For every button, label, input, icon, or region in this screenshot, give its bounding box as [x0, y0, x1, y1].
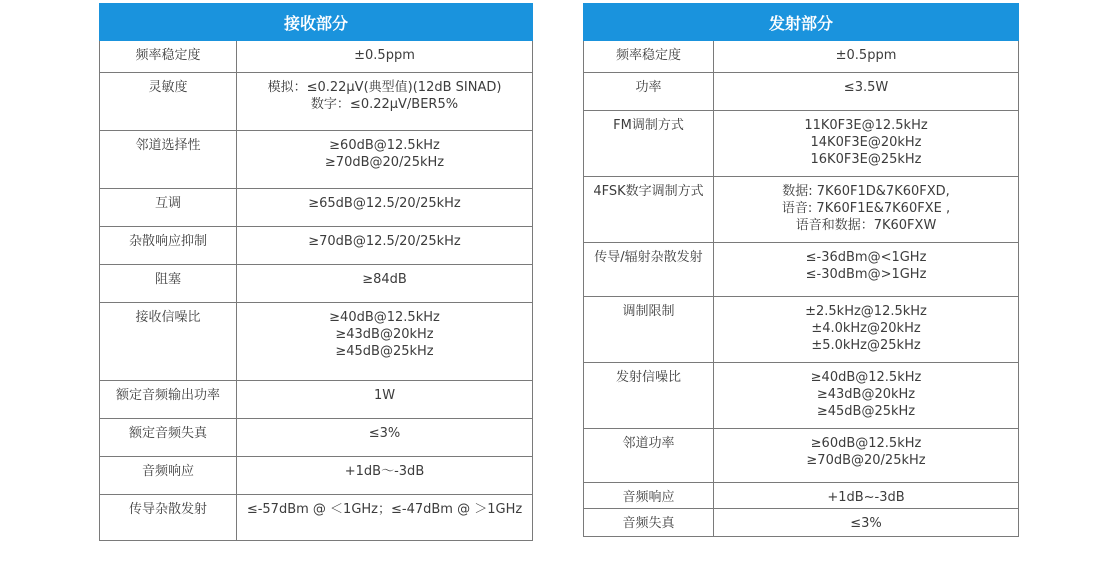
- spec-label: 频率稳定度: [135, 48, 201, 63]
- spec-label-cell: [584, 483, 714, 509]
- spec-label: 邻道功率: [622, 436, 675, 451]
- spec-label: 互调: [154, 196, 181, 211]
- table-row: [100, 227, 533, 265]
- spec-value: 11K0F3E@12.5kHz: [804, 118, 928, 133]
- table-row: [584, 41, 1019, 73]
- table-row: [100, 41, 533, 73]
- table-row: [100, 457, 533, 495]
- spec-label-cell: [584, 111, 714, 177]
- spec-label-cell: [100, 381, 237, 419]
- spec-label: 频率稳定度: [615, 48, 681, 63]
- spec-value: 语音: 7K60F1E&7K60FXE ,: [781, 201, 951, 216]
- spec-value-cell: [237, 227, 533, 265]
- spec-value: ≥70dB@12.5/20/25kHz: [308, 234, 461, 249]
- spec-label: 4FSK数字调制方式: [593, 184, 704, 199]
- spec-label: 发射信噪比: [615, 370, 681, 385]
- spec-value: ≤3.5W: [843, 80, 889, 95]
- spec-value: 16K0F3E@25kHz: [810, 152, 922, 167]
- spec-value-cell: [714, 243, 1019, 297]
- transmitter-spec-table: [583, 3, 1019, 537]
- spec-value: ≤-30dBm@>1GHz: [805, 267, 927, 282]
- spec-value-cell: [714, 111, 1019, 177]
- table-row: [584, 297, 1019, 363]
- table-row: [584, 429, 1019, 483]
- spec-label-cell: [584, 243, 714, 297]
- table-row: [100, 189, 533, 227]
- table-row: [584, 509, 1019, 537]
- spec-label-cell: [100, 189, 237, 227]
- spec-label: 邻道选择性: [135, 138, 201, 153]
- spec-value: ≤-36dBm@<1GHz: [805, 250, 927, 265]
- spec-value: 模拟：≤0.22μV(典型值)(12dB SINAD): [267, 80, 502, 95]
- spec-label-cell: [584, 509, 714, 537]
- table-row: [584, 177, 1019, 243]
- table-row: [100, 265, 533, 303]
- spec-value: ≥45dB@25kHz: [335, 344, 434, 359]
- spec-value: 数字：≤0.22μV/BER5%: [310, 97, 459, 112]
- table-header-row: [584, 4, 1019, 41]
- spec-label: 灵敏度: [148, 80, 188, 95]
- spec-label-cell: [100, 419, 237, 457]
- spec-value-cell: [714, 177, 1019, 243]
- transmitter-rows: [584, 41, 1019, 537]
- spec-label: 音频响应: [622, 490, 675, 505]
- transmitter-title: 发射部分: [584, 4, 1019, 41]
- spec-label-cell: [100, 131, 237, 189]
- spec-value-cell: [714, 73, 1019, 111]
- spec-value-cell: [714, 429, 1019, 483]
- table-row: [584, 73, 1019, 111]
- spec-label: 额定音频失真: [128, 426, 207, 441]
- spec-value-cell: [714, 363, 1019, 429]
- spec-value: ≥84dB: [362, 272, 407, 287]
- spec-label-cell: [584, 177, 714, 243]
- spec-value: ≥43dB@20kHz: [335, 327, 434, 342]
- spec-label: 阻塞: [154, 272, 181, 287]
- spec-value: 数据: 7K60F1D&7K60FXD,: [782, 184, 950, 199]
- spec-label-cell: [100, 495, 237, 541]
- spec-label-cell: [100, 265, 237, 303]
- spec-value-cell: [237, 419, 533, 457]
- spec-label-cell: [100, 457, 237, 495]
- table-row: [584, 363, 1019, 429]
- spec-value: ±5.0kHz@25kHz: [811, 338, 921, 353]
- spec-value: ±4.0kHz@20kHz: [811, 321, 921, 336]
- spec-value: ≥70dB@20/25kHz: [806, 453, 926, 468]
- receiver-spec-table: [99, 3, 533, 541]
- spec-value: ≥40dB@12.5kHz: [329, 310, 440, 325]
- table-row: [584, 483, 1019, 509]
- spec-label-cell: [100, 41, 237, 73]
- spec-label: 音频失真: [622, 516, 675, 531]
- spec-value-cell: [237, 303, 533, 381]
- table-row: [100, 131, 533, 189]
- table-row: [100, 419, 533, 457]
- spec-value: ±0.5ppm: [835, 48, 897, 63]
- spec-value-cell: [714, 297, 1019, 363]
- spec-value: ≥45dB@25kHz: [816, 404, 916, 419]
- spec-value: ±0.5ppm: [354, 48, 415, 63]
- table-row: [100, 73, 533, 131]
- spec-value: 14K0F3E@20kHz: [810, 135, 922, 150]
- spec-value: ≤3%: [850, 516, 882, 531]
- spec-label: 调制限制: [622, 304, 675, 319]
- spec-label: FM调制方式: [613, 118, 684, 133]
- spec-value-cell: [237, 189, 533, 227]
- spec-value-cell: [237, 265, 533, 303]
- spec-label-cell: [584, 297, 714, 363]
- spec-value: ≤3%: [368, 426, 401, 441]
- table-row: [100, 381, 533, 419]
- spec-value: 1W: [373, 388, 396, 403]
- spec-label-cell: [584, 429, 714, 483]
- spec-label-cell: [100, 303, 237, 381]
- table-row: [100, 303, 533, 381]
- spec-value-cell: [237, 495, 533, 541]
- receiver-rows: [100, 41, 533, 541]
- table-row: [584, 243, 1019, 297]
- spec-value-cell: [237, 131, 533, 189]
- table-row: [100, 495, 533, 541]
- spec-label: 功率: [635, 80, 662, 95]
- spec-value: ±2.5kHz@12.5kHz: [805, 304, 927, 319]
- spec-value: 语音和数据：7K60FXW: [795, 218, 937, 233]
- spec-value-cell: [714, 483, 1019, 509]
- spec-value: ≥43dB@20kHz: [816, 387, 916, 402]
- spec-value: +1dB～-3dB: [344, 464, 425, 479]
- spec-label: 传导杂散发射: [128, 502, 207, 517]
- spec-value-cell: [237, 73, 533, 131]
- spec-label-cell: [100, 73, 237, 131]
- spec-value: ≥60dB@12.5kHz: [810, 436, 922, 451]
- spec-label: 传导/辐射杂散发射: [594, 250, 703, 265]
- spec-label: 接收信噪比: [135, 310, 201, 325]
- spec-value: ≤-57dBm @ ＜1GHz；≤-47dBm @ ＞1GHz: [246, 502, 523, 517]
- spec-value-cell: [714, 41, 1019, 73]
- spec-label: 额定音频输出功率: [115, 388, 220, 403]
- spec-label-cell: [100, 227, 237, 265]
- table-row: [584, 111, 1019, 177]
- spec-label: 音频响应: [141, 464, 194, 479]
- spec-value-cell: [237, 381, 533, 419]
- spec-value: +1dB~-3dB: [827, 490, 905, 505]
- spec-label-cell: [584, 41, 714, 73]
- spec-value-cell: [237, 41, 533, 73]
- table-header-row: [100, 4, 533, 41]
- receiver-title: 接收部分: [100, 4, 533, 41]
- spec-value: ≥60dB@12.5kHz: [329, 138, 440, 153]
- spec-value: ≥40dB@12.5kHz: [810, 370, 922, 385]
- spec-value: ≥65dB@12.5/20/25kHz: [308, 196, 461, 211]
- spec-label-cell: [584, 363, 714, 429]
- spec-value-cell: [237, 457, 533, 495]
- spec-value-cell: [714, 509, 1019, 537]
- spec-label-cell: [584, 73, 714, 111]
- spec-label: 杂散响应抑制: [128, 234, 207, 249]
- spec-value: ≥70dB@20/25kHz: [324, 155, 445, 170]
